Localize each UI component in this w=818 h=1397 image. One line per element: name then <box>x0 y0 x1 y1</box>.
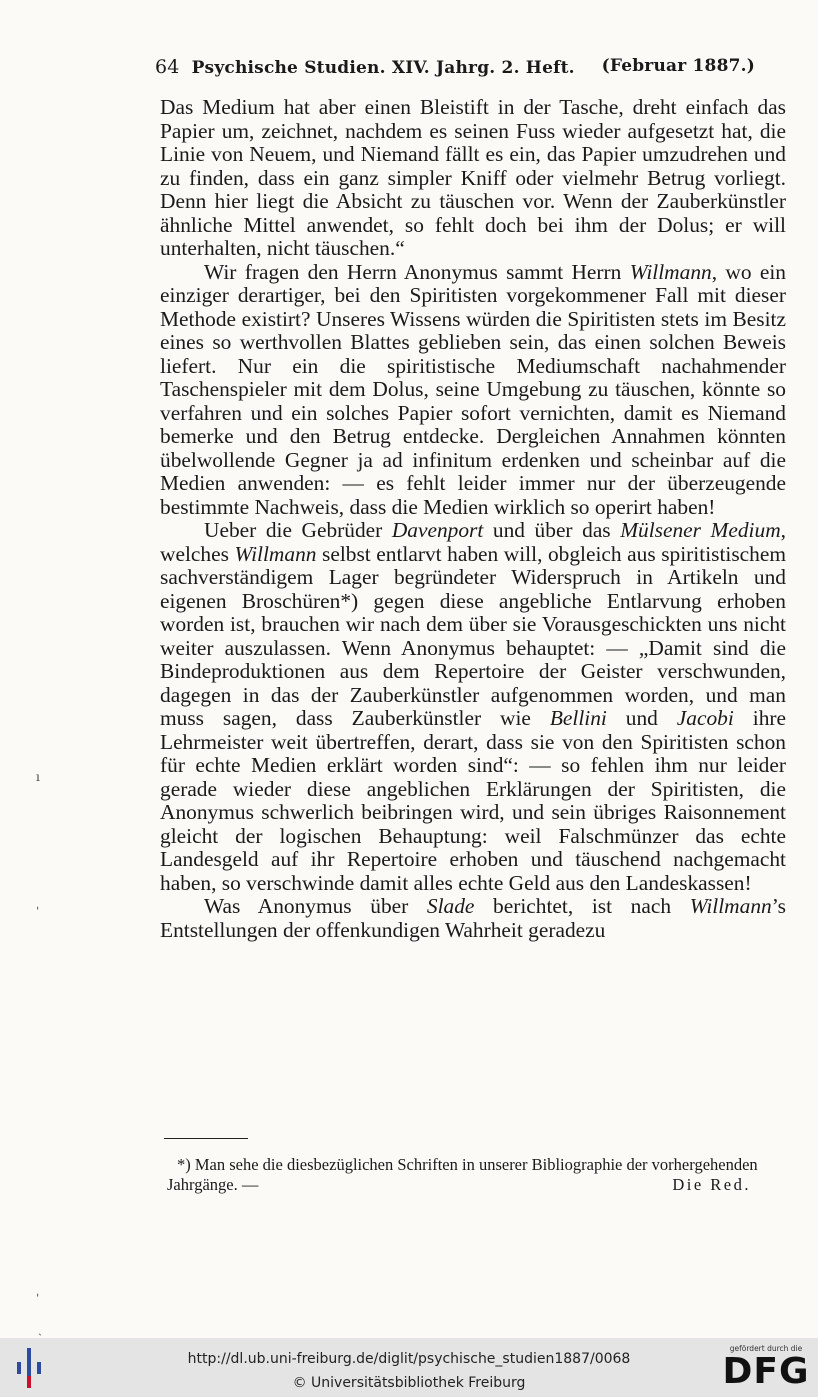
body-text <box>160 96 786 942</box>
document-url-link[interactable]: http://dl.ub.uni-freiburg.de/diglit/psychische_studien1887/0068 <box>187 1351 631 1367</box>
text-run: Was Anonymus über <box>204 894 427 918</box>
footnote-rule <box>164 1138 248 1139</box>
text-run: und <box>606 706 677 730</box>
footnote-signature: Die Red. <box>672 1175 751 1194</box>
viewer-footer <box>0 1338 818 1397</box>
text-run: , wo ein einziger derartiger, bei den Spiritisten vorgekommener Fall mit dieser Methode existirt? Unseres Wissens würden die Spiritisten stets im Besitz eines so werthvollen Blattes geblieben sein, das einen solchen Beweis liefert. Nur ein die spiritistische Mediumschaft nachahmender Taschenspieler mit dem Dolus, seine Umgebung zu täuschen, könnte so verfahren und ein solches Papier sofort vernichten, damit es Niemand bemerke und den Betrug entdecke. Dergleichen Annahmen könnten übelwollende Gegner ja ad infinitum erdenken und scheinbar auf die Medien anwenden: — es fehlt leider immer nur der überzeugende bestimmte Nachweis, dass die Medien wirklich so operirt haben! <box>160 259 786 519</box>
page-number: 64 <box>155 56 180 78</box>
italic-name: Slade <box>426 894 475 918</box>
italic-name: Willmann <box>689 894 772 918</box>
text-run: Wir fragen den Herrn Anonymus sammt Herrn <box>204 259 630 284</box>
italic-name: Bellini <box>549 706 607 730</box>
text-run: Ueber die Gebrüder <box>204 518 392 542</box>
margin-mark: ˈ <box>36 905 40 919</box>
text-run: Das Medium hat aber einen Bleistift in der Tasche, dreht einfach das Papier um, zeichnet, nachdem es seinen Fuss wieder aufgesetzt hat, die Linie von Neuem, und Niemand fällt es ein, das Papier umzudrehen und zu finden, dass ein ganz simpler Kniff oder vielmehr Betrug vorliegt. Denn hier liegt die Absicht zu täuschen vor. Wenn der Zauberkünstler ähnliche Mittel anwendet, so fehlt doch bei ihm der Dolus; er will unterhalten, nicht täuschen.“ <box>160 95 786 260</box>
copyright-notice: © Universitätsbibliothek Freiburg <box>292 1375 526 1391</box>
dfg-tagline: gefördert durch die <box>729 1344 803 1353</box>
dfg-wordmark: DFG <box>722 1351 810 1392</box>
italic-name: Mülsener Medium <box>620 518 781 542</box>
dfg-logo <box>722 1344 810 1392</box>
margin-mark: ˏ <box>38 1322 42 1336</box>
margin-mark: ı <box>36 770 40 784</box>
footnote-text: *) Man sehe die diesbezüglichen Schriften in unserer Bibliographie der vorhergehenden Jahrgänge. — <box>167 1155 758 1194</box>
text-run: ’s Entstellungen der offenkundigen Wahrheit geradezu <box>160 894 786 942</box>
text-run: ihre Lehrmeister weit übertreffen, derart, dass sie von den Spiritisten schon für echte Medien erklärt worden sind“: — so fehlen ihm nur leider gerade wieder diese angeblichen Erklärungen der Spiritisten, die Anonymus schwerlich beibringen wird, und sein übriges Raisonnement gleicht der logischen Behauptung: weil Falschmünzer das echte Landesgeld auf ihr Repertoire erhoben und täuschend nachgemacht haben, so verschwinde damit alles echte Geld aus den Landeskassen! <box>160 706 787 895</box>
text-run: selbst entlarvt haben will, obgleich aus spiritistischem sachverständigem Lager begründeter Widerspruch in Artikeln und eigenen Broschüren*) gegen diese angebliche Entlarvung erhoben worden ist, brauchen wir nach dem über sie Vorausgeschickten uns nicht weiter auszulassen. Wenn Anonymus behauptet: — „Damit sind die Bindeproduktionen aus dem Repertoire der Geister verschwunden, dagegen in das der Zauberkünstler aufgenommen worden, und man muss sagen, dass Zauberkünstler wie <box>160 541 786 730</box>
italic-name: Willmann <box>629 259 712 284</box>
text-run: und über das <box>483 518 621 542</box>
italic-name: Davenport <box>391 518 484 542</box>
margin-mark: ˈ <box>36 1292 40 1306</box>
paragraph <box>160 895 786 942</box>
running-header <box>155 56 755 78</box>
text-run: , welches <box>160 518 787 566</box>
paragraph <box>160 96 786 261</box>
paragraph <box>160 261 786 520</box>
italic-name: Jacobi <box>676 706 734 730</box>
issue-date: (Februar 1887.) <box>601 56 755 76</box>
text-run: berichtet, ist nach <box>474 894 690 918</box>
running-title: Psychische Studien. XIV. Jahrg. 2. Heft. <box>191 58 575 78</box>
footnote <box>167 1155 787 1195</box>
paragraph <box>160 519 786 895</box>
italic-name: Willmann <box>234 541 317 566</box>
